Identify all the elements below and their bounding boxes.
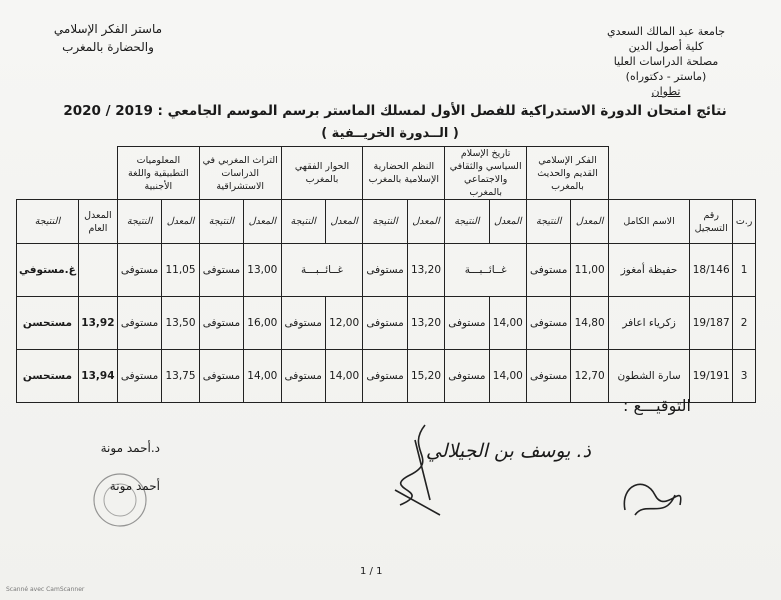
result-cell: مستوفى [363, 350, 407, 403]
handwritten-signature [615, 465, 695, 525]
mark-cell: 14,00 [489, 297, 527, 350]
result-header: النتيجة [117, 200, 161, 244]
final-result-cell: مستحسن [17, 297, 79, 350]
page-number: 1 / 1 [360, 566, 383, 577]
name-cell: حفيظة أمغوز [608, 244, 689, 297]
mark-cell: 13,50 [162, 297, 200, 350]
university-header [581, 24, 751, 99]
subject-5-header: التراث المغربي في الدراسات الاستشراقية [199, 147, 281, 200]
table-row [17, 244, 756, 297]
city-name: تطوان [651, 85, 681, 98]
signature-label: التوقيـــع : [623, 396, 691, 415]
mark-cell: 14,00 [325, 350, 363, 403]
result-cell: مستوفى [199, 350, 243, 403]
program-header [28, 20, 188, 56]
mark-cell: 16,00 [244, 297, 282, 350]
subject-header-row [17, 147, 756, 200]
result-cell: مستوفى [527, 244, 571, 297]
program-level: (ماستر - دكتوراه) [625, 70, 707, 83]
left-signature-line-2: أحمد مونة [109, 479, 160, 493]
mark-cell: 13,20 [407, 297, 445, 350]
mark-cell: 12,70 [571, 350, 609, 403]
mark-cell: 13,00 [244, 244, 282, 297]
mark-header: المعدل [489, 200, 527, 244]
mark-cell: 14,00 [489, 350, 527, 403]
final-mark-header: المعدل العام [78, 200, 117, 244]
document-title: نتائج امتحان الدورة الاستدراكية للفصل الأول لمسلك الماستر برسم الموسم الجامعي : 2019 / 2020 [63, 103, 727, 119]
result-cell: مستوفى [199, 297, 243, 350]
mark-cell: 14,80 [571, 297, 609, 350]
results-table [16, 146, 756, 403]
rank-header: ر.ت [733, 200, 756, 244]
result-cell: مستوفى [363, 297, 407, 350]
result-cell: مستوفى [445, 350, 489, 403]
university-name: جامعة عبد المالك السعدي [606, 25, 726, 38]
absent-cell: غــائــبـــة [445, 244, 527, 297]
result-header: النتيجة [199, 200, 243, 244]
result-cell: مستوفى [281, 297, 325, 350]
table-row [17, 297, 756, 350]
rank-cell: 1 [733, 244, 756, 297]
subject-6-header: المعلوميات التطبيقية واللغة الأجنبية [117, 147, 199, 200]
handwritten-signature [385, 420, 455, 520]
registration-cell: 19/187 [690, 297, 733, 350]
subject-1-header: الفكر الإسلامي القديم والحديث بالمغرب [527, 147, 609, 200]
result-cell: مستوفى [363, 244, 407, 297]
mark-cell: 14,00 [244, 350, 282, 403]
program-line-2: والحضارة بالمغرب [62, 40, 154, 54]
final-mark-cell: 13,94 [78, 350, 117, 403]
name-cell: سارة الشطون [608, 350, 689, 403]
result-cell: مستوفى [281, 350, 325, 403]
rank-cell: 2 [733, 297, 756, 350]
table-row [17, 350, 756, 403]
result-header: النتيجة [445, 200, 489, 244]
mark-header: المعدل [571, 200, 609, 244]
result-header: النتيجة [281, 200, 325, 244]
registration-cell: 19/191 [690, 350, 733, 403]
mark-cell: 11,05 [162, 244, 200, 297]
scanner-watermark: Scanné avec CamScanner [6, 586, 85, 593]
subject-4-header: الحوار الفقهي بالمغرب [281, 147, 363, 200]
mark-cell: 12,00 [325, 297, 363, 350]
result-cell: مستوفى [117, 350, 161, 403]
mark-header: المعدل [162, 200, 200, 244]
mark-header: المعدل [325, 200, 363, 244]
mark-header: المعدل [407, 200, 445, 244]
result-header: النتيجة [527, 200, 571, 244]
mark-cell: 11,00 [571, 244, 609, 297]
result-cell: مستوفى [527, 297, 571, 350]
column-header-row [17, 200, 756, 244]
result-cell: مستوفى [199, 244, 243, 297]
final-mark-cell: 13,92 [78, 297, 117, 350]
registration-header: رقم التسجيل [690, 200, 733, 244]
mark-header: المعدل [244, 200, 282, 244]
program-line-1: ماستر الفكر الإسلامي [53, 22, 163, 36]
result-header: النتيجة [363, 200, 407, 244]
final-result-header: النتيجة [17, 200, 79, 244]
result-cell: مستوفى [117, 244, 161, 297]
session-subtitle: ( الــدورة الخريــفية ) [321, 126, 459, 141]
signer-name: ذ. يوسف بن الجيلالي [425, 440, 591, 462]
name-header: الاسم الكامل [608, 200, 689, 244]
rank-cell: 3 [733, 350, 756, 403]
mark-cell: 13,75 [162, 350, 200, 403]
name-cell: زكرياء اعافر [608, 297, 689, 350]
registration-cell: 18/146 [690, 244, 733, 297]
department-name: مصلحة الدراسات العليا [613, 55, 719, 68]
left-signature-line-1: د.أحمد مونة [100, 441, 160, 455]
subject-2-header: تاريخ الإسلام السياسي والثقافي والاجتماعي بالمغرب [445, 147, 527, 200]
final-mark-cell [78, 244, 117, 297]
faculty-name: كلية أصول الدين [628, 40, 704, 53]
result-cell: مستوفى [527, 350, 571, 403]
subject-3-header: النظم الحضارية الإسلامية بالمغرب [363, 147, 445, 200]
left-signature-block [10, 440, 160, 494]
result-cell: مستوفى [445, 297, 489, 350]
absent-cell: غــائــبـــة [281, 244, 363, 297]
mark-cell: 15,20 [407, 350, 445, 403]
result-cell: مستوفى [117, 297, 161, 350]
final-result-cell: غ.مستوفي [17, 244, 79, 297]
final-result-cell: مستحسن [17, 350, 79, 403]
mark-cell: 13,20 [407, 244, 445, 297]
